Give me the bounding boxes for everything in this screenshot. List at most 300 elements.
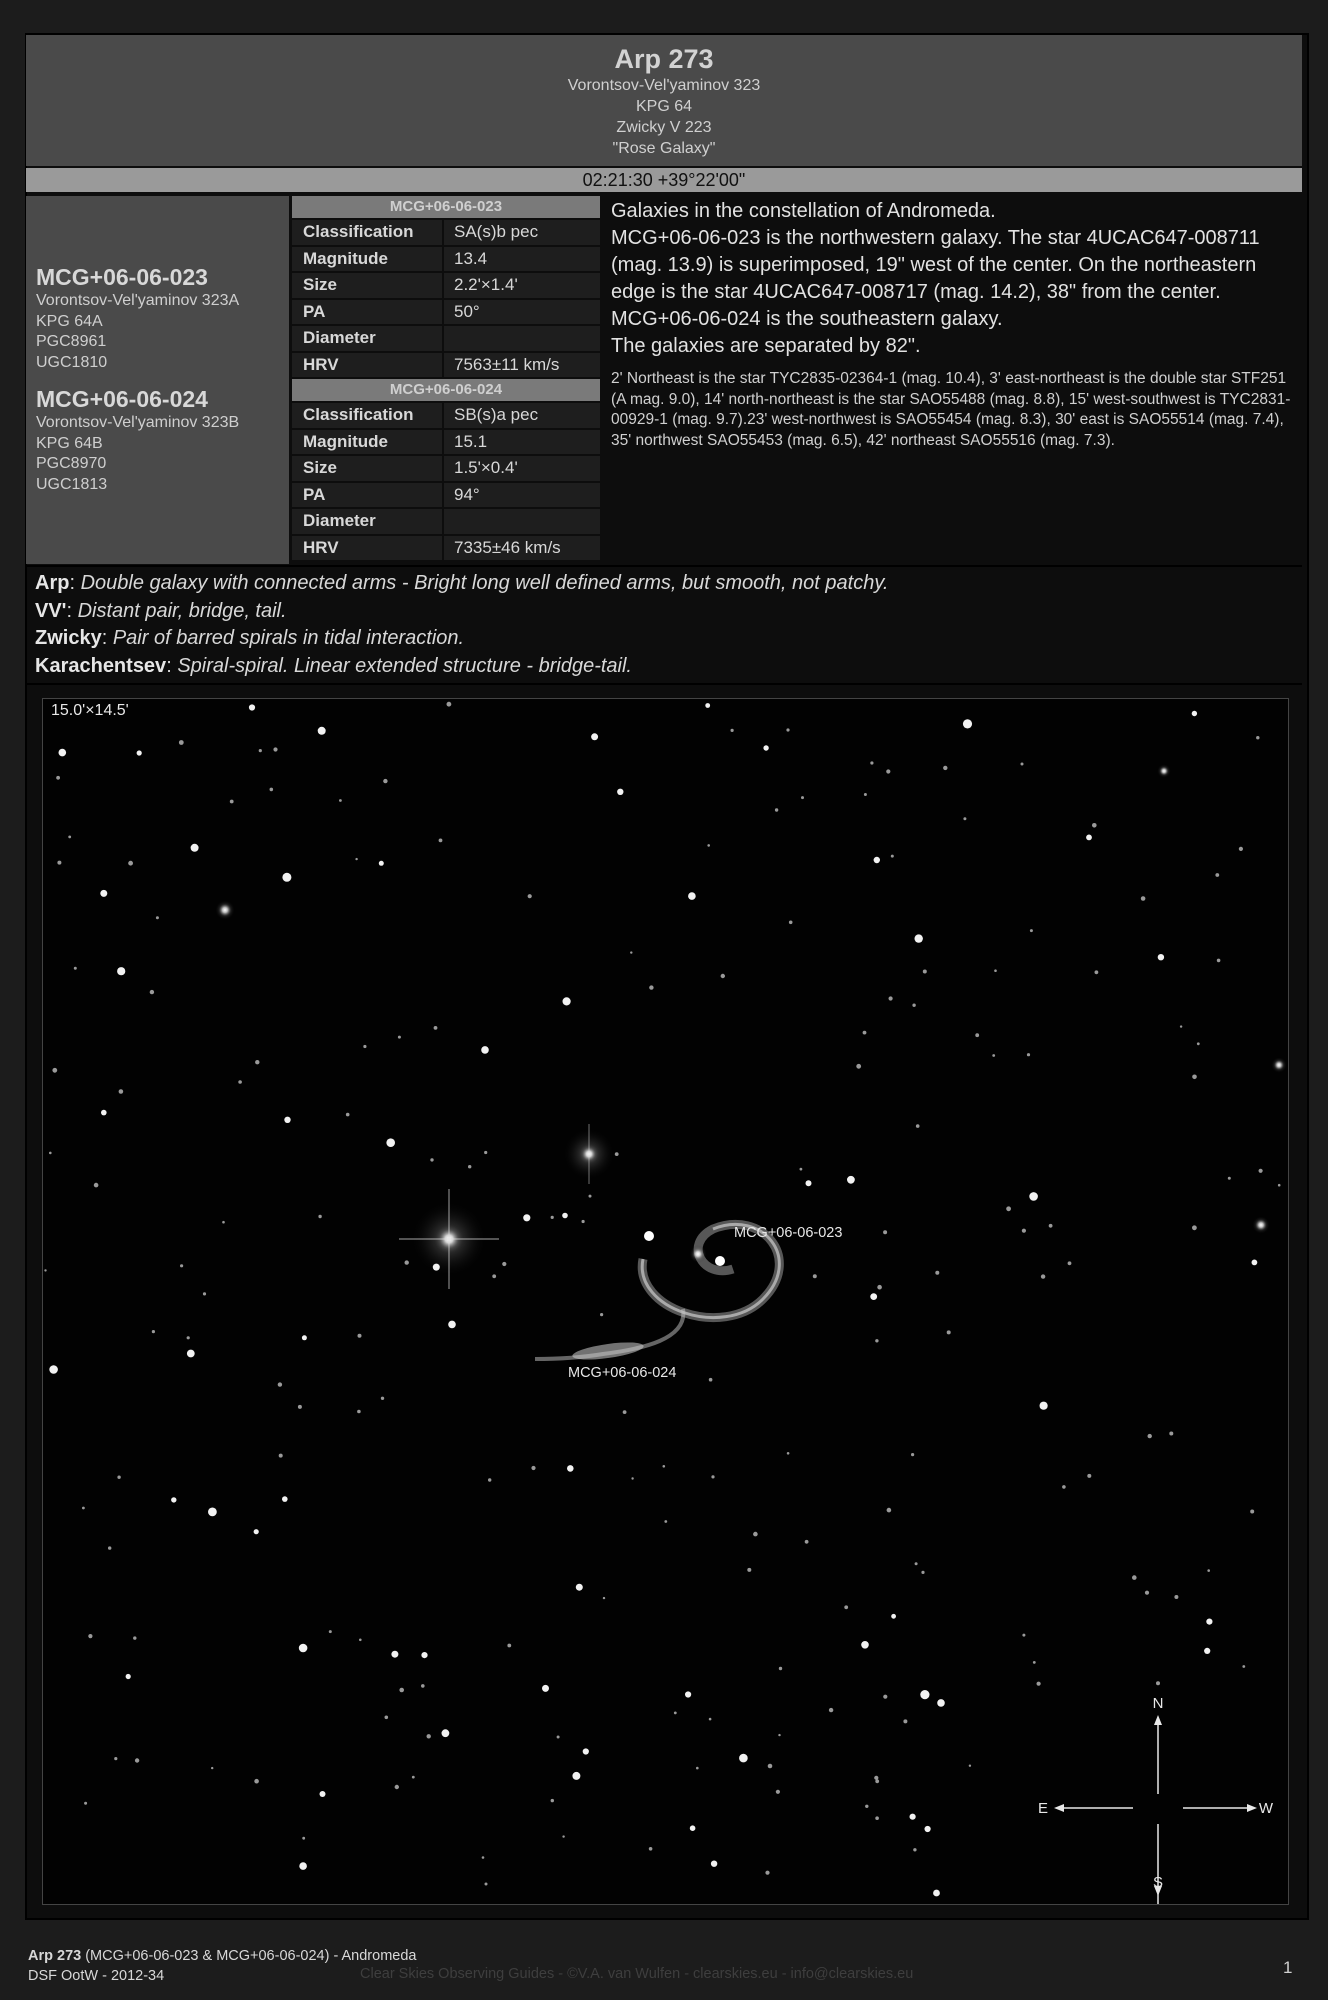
star <box>82 1507 85 1510</box>
star <box>52 1068 57 1073</box>
star <box>920 1690 929 1699</box>
star <box>238 1080 242 1084</box>
bright-stars <box>215 764 1287 1289</box>
star <box>775 808 778 811</box>
bright-star <box>1157 764 1171 778</box>
star <box>886 769 890 773</box>
row-label: Diameter <box>292 509 442 534</box>
galaxy-data-table <box>292 196 600 562</box>
star <box>649 985 653 989</box>
star <box>484 1151 487 1154</box>
star <box>963 719 972 728</box>
star <box>1169 1432 1173 1436</box>
star <box>299 1862 307 1870</box>
row-value: 7335±46 km/s <box>444 536 600 561</box>
star <box>191 844 199 852</box>
star <box>1021 763 1024 766</box>
compass <box>1038 1695 1274 1904</box>
row-label: Magnitude <box>292 430 442 455</box>
star <box>1239 847 1243 851</box>
star <box>603 1597 605 1599</box>
galaxy-alias: KPG 64A <box>36 312 103 330</box>
star <box>709 1718 712 1721</box>
table-row <box>292 300 600 325</box>
star <box>68 836 71 839</box>
note-text: Distant pair, bridge, tail. <box>77 599 287 622</box>
star <box>623 1410 627 1414</box>
row-value: 13.4 <box>444 247 600 272</box>
star <box>1068 1261 1072 1265</box>
row-label: Magnitude <box>292 247 442 272</box>
galaxy-edge-on <box>571 1339 644 1363</box>
page-number: 1 <box>1283 1958 1293 1977</box>
star <box>152 1330 155 1333</box>
star <box>180 1264 183 1267</box>
star <box>887 1508 892 1513</box>
star <box>847 1176 855 1184</box>
star <box>299 1644 308 1653</box>
star <box>363 1045 366 1048</box>
galaxy-label-023: MCG+06-06-023 <box>734 1225 843 1241</box>
star <box>255 1060 259 1064</box>
row-value: SA(s)b pec <box>444 220 600 245</box>
star <box>891 855 894 858</box>
star <box>492 1274 496 1278</box>
galaxy-alias: UGC1810 <box>36 353 108 371</box>
star <box>302 1335 307 1340</box>
star <box>203 1292 206 1295</box>
row-value: 1.5'×0.4' <box>444 456 600 481</box>
star <box>844 1605 848 1609</box>
star <box>1228 1177 1231 1180</box>
star <box>179 740 184 745</box>
star <box>1156 1681 1160 1685</box>
row-label: HRV <box>292 353 442 378</box>
table-row <box>292 430 600 455</box>
star <box>883 1230 887 1234</box>
row-value: 94° <box>444 483 600 508</box>
star <box>133 1636 136 1639</box>
star <box>696 1767 699 1770</box>
star <box>59 749 67 757</box>
star <box>421 1652 427 1658</box>
star <box>1092 823 1097 828</box>
star <box>779 1667 782 1670</box>
star <box>994 969 997 972</box>
star <box>49 1152 52 1155</box>
star <box>875 1339 878 1342</box>
star <box>1006 1206 1011 1211</box>
alias-zwicky: Zwicky V 223 <box>616 119 712 136</box>
star <box>674 1712 677 1715</box>
star <box>1180 1025 1182 1027</box>
star <box>1192 711 1197 716</box>
galaxy-pair <box>535 1224 779 1362</box>
star <box>222 1221 225 1224</box>
star <box>1022 1634 1025 1637</box>
row-label: Size <box>292 273 442 298</box>
note-source: VV' <box>35 599 67 622</box>
star <box>442 1729 450 1737</box>
row-label: PA <box>292 300 442 325</box>
star <box>600 1313 603 1316</box>
sky-image <box>42 698 1289 1905</box>
star <box>861 1641 869 1649</box>
star <box>937 1699 945 1707</box>
footer-title-bold: Arp 273 <box>28 1948 82 1964</box>
table-row <box>292 483 600 508</box>
star <box>254 1529 259 1534</box>
star <box>302 1837 305 1840</box>
star <box>1192 1225 1197 1230</box>
star <box>829 1708 833 1712</box>
alias-nickname: "Rose Galaxy" <box>612 140 716 157</box>
star <box>1206 1619 1212 1625</box>
star <box>278 1382 282 1386</box>
star <box>963 817 966 820</box>
star <box>707 844 710 847</box>
note-source: Arp <box>35 572 70 594</box>
star <box>482 1856 485 1859</box>
star <box>562 1835 564 1837</box>
star <box>911 1453 914 1456</box>
star <box>56 776 60 780</box>
star <box>753 1532 758 1537</box>
superimposed-star <box>715 1256 725 1266</box>
star <box>969 1765 971 1767</box>
row-value <box>444 326 600 351</box>
star <box>1141 896 1146 901</box>
star <box>398 1036 401 1039</box>
note-line: VV': Distant pair, bridge, tail. <box>35 599 287 622</box>
star <box>776 1790 780 1794</box>
star <box>1217 959 1221 963</box>
star <box>705 703 710 708</box>
star <box>481 1046 489 1054</box>
star <box>1033 1661 1036 1664</box>
star <box>1207 1569 1210 1572</box>
star <box>1041 1274 1045 1278</box>
star <box>557 1736 560 1739</box>
table-title: MCG+06-06-023 <box>292 196 600 218</box>
star <box>187 1350 195 1358</box>
galaxy-alias: PGC8961 <box>36 333 107 350</box>
star <box>1192 1075 1197 1080</box>
description <box>611 198 1297 451</box>
star <box>49 1365 58 1374</box>
star <box>1132 1575 1137 1580</box>
star <box>763 745 768 750</box>
galaxy-name-block <box>36 263 239 373</box>
star <box>101 1110 107 1116</box>
compass-east-arrow-icon <box>1054 1804 1064 1812</box>
divider <box>26 683 1302 685</box>
star <box>943 766 947 770</box>
galaxy-alias: UGC1813 <box>36 475 108 493</box>
star <box>572 1772 580 1780</box>
star <box>813 1274 817 1278</box>
star <box>447 702 452 707</box>
note-text: Spiral-spiral. Linear extended structure - bridge-tail. <box>177 654 632 677</box>
row-label: Classification <box>292 220 442 245</box>
footer-title-rest: (MCG+06-06-023 & MCG+06-06-024) - Andromeda <box>81 1948 417 1964</box>
star <box>1204 1648 1210 1654</box>
star <box>806 1180 812 1186</box>
star <box>921 1571 924 1574</box>
note-text: Double galaxy with connected arms - Bright long well defined arms, but smooth, not patchy. <box>80 572 889 594</box>
star <box>117 967 125 975</box>
surroundings-text: 2' Northeast is the star TYC2835-02364-1 (mag. 10.4), 3' east-northeast is the double star STF251 (A mag. 9.0), 14' north-northeast is the star SAO55488 (mag. 8.8), 15' west-southwest is TYC2831-00929-1 (mag. 9.7).23' west-northwest is SAO55454 (mag. 8.3), 30' east is SAO55514 (mag. 7.4), 35' northwest SAO55453 (mag. 6.5), 42' northeast SAO55516 (mag. 7.3). <box>611 370 1291 449</box>
galaxy-alias: Vorontsov-Vel'yaminov 323B <box>36 414 240 431</box>
star <box>249 704 255 710</box>
star <box>875 1816 879 1820</box>
star <box>395 1785 399 1789</box>
star <box>88 1634 92 1638</box>
row-value: 15.1 <box>444 430 600 455</box>
star <box>270 788 274 792</box>
compass-west-arrow-icon <box>1247 1804 1257 1812</box>
star <box>412 1776 415 1779</box>
divider <box>26 565 1302 567</box>
star <box>690 1825 696 1831</box>
table-row <box>292 326 600 351</box>
star <box>381 1397 384 1400</box>
star <box>865 1805 868 1808</box>
star <box>711 1475 714 1478</box>
star <box>430 1158 433 1161</box>
star <box>615 1152 619 1156</box>
star <box>187 1336 190 1339</box>
star <box>1174 1595 1178 1599</box>
star <box>875 1779 879 1783</box>
galaxy-label-024: MCG+06-06-024 <box>568 1365 677 1381</box>
star <box>74 967 77 970</box>
star <box>891 1614 896 1619</box>
star <box>485 1883 488 1886</box>
star <box>870 1293 877 1300</box>
star <box>359 1639 362 1642</box>
row-value: 2.2'×1.4' <box>444 273 600 298</box>
star <box>1148 1434 1152 1438</box>
star <box>870 761 873 764</box>
star <box>298 1405 302 1409</box>
star <box>1145 1591 1149 1595</box>
star <box>357 1410 361 1414</box>
star <box>591 733 598 740</box>
row-label: PA <box>292 483 442 508</box>
star <box>551 1216 554 1219</box>
star <box>386 1138 395 1147</box>
star <box>126 1674 131 1679</box>
catalog-notes <box>35 570 1295 680</box>
star <box>1029 1192 1038 1201</box>
star <box>128 861 133 866</box>
star <box>801 796 804 799</box>
table-row <box>292 509 600 534</box>
note-text: Pair of barred spirals in tidal interaction. <box>112 627 465 649</box>
star <box>254 1779 259 1784</box>
star <box>1086 835 1092 841</box>
galaxy-alias: PGC8970 <box>36 455 107 472</box>
note-line: Zwicky: Pair of barred spirals in tidal interaction. <box>35 627 465 649</box>
star <box>468 1165 471 1168</box>
star <box>433 1264 440 1271</box>
star <box>711 1861 717 1867</box>
star <box>439 839 443 843</box>
star <box>567 1465 574 1472</box>
star <box>84 1802 87 1805</box>
star <box>889 996 893 1000</box>
table-row <box>292 273 600 298</box>
compass-north-arrow-icon <box>1154 1715 1162 1725</box>
star <box>57 861 61 865</box>
star <box>800 1168 803 1171</box>
star <box>108 1546 111 1549</box>
star <box>877 1285 882 1290</box>
star <box>563 997 571 1005</box>
star <box>488 1478 491 1481</box>
star <box>119 1089 124 1094</box>
star <box>576 1584 583 1591</box>
table-title: MCG+06-06-024 <box>292 379 600 401</box>
star <box>910 1814 916 1820</box>
star <box>1062 1485 1066 1489</box>
compass-e-label: E <box>1037 1800 1049 1817</box>
star <box>685 1691 691 1697</box>
star <box>582 1220 585 1223</box>
star <box>448 1321 456 1329</box>
table-row <box>292 403 600 428</box>
galaxy-alias: Vorontsov-Vel'yaminov 323A <box>36 292 240 309</box>
star <box>502 1262 506 1266</box>
star <box>346 1113 350 1117</box>
bright-star <box>1271 1057 1287 1073</box>
star <box>230 800 234 804</box>
star <box>259 749 262 752</box>
note-line: Karachentsev: Spiral-spiral. Linear extended structure - bridge-tail. <box>35 654 632 677</box>
star <box>1250 1510 1254 1514</box>
star <box>150 990 154 994</box>
star <box>975 1033 979 1037</box>
star <box>747 1568 751 1572</box>
field-of-view: 15.0'×14.5' <box>51 702 129 719</box>
star <box>156 916 159 919</box>
star <box>355 858 357 860</box>
note-source: Karachentsev <box>35 654 167 677</box>
star <box>329 1630 332 1633</box>
star <box>1095 970 1099 974</box>
star <box>874 1776 878 1780</box>
star <box>912 1004 915 1007</box>
star <box>399 1688 404 1693</box>
star <box>992 1054 995 1057</box>
star <box>282 1496 288 1502</box>
row-label: HRV <box>292 536 442 561</box>
star <box>279 1454 283 1458</box>
star <box>531 1466 535 1470</box>
star <box>1027 1053 1030 1056</box>
alias-kpg: KPG 64 <box>635 98 693 115</box>
row-label: Diameter <box>292 326 442 351</box>
star <box>542 1685 549 1692</box>
star <box>44 1269 46 1271</box>
star <box>768 1764 773 1769</box>
object-header <box>26 35 1302 166</box>
alias-vv: Vorontsov-Vel'yaminov 323 <box>567 77 761 94</box>
star <box>318 1215 321 1218</box>
star <box>786 728 789 731</box>
star <box>913 1848 916 1851</box>
star <box>391 1651 398 1658</box>
description-line: MCG+06-06-024 is the southeastern galaxy. <box>611 308 1003 330</box>
table-row <box>292 247 600 272</box>
star <box>664 1520 667 1523</box>
star <box>385 1716 389 1720</box>
star <box>915 1562 918 1565</box>
star <box>709 1378 713 1382</box>
row-label: Classification <box>292 403 442 428</box>
star <box>523 1214 530 1221</box>
star <box>864 793 867 796</box>
footer-series: DSF OotW - 2012-34 <box>28 1968 165 1984</box>
galaxy-names-panel <box>26 196 289 564</box>
star <box>1197 1042 1200 1045</box>
row-value: 7563±11 km/s <box>444 353 600 378</box>
star <box>883 1695 887 1699</box>
star <box>421 1684 425 1688</box>
star <box>856 1064 861 1069</box>
star <box>925 1826 931 1832</box>
star <box>688 892 696 900</box>
star <box>318 727 326 735</box>
star <box>721 974 725 978</box>
star <box>649 1847 653 1851</box>
row-value: 50° <box>444 300 600 325</box>
star <box>1256 736 1259 739</box>
star-field <box>43 699 1288 1904</box>
star <box>137 750 142 755</box>
description-line: Galaxies in the constellation of Andromeda. <box>611 200 996 222</box>
star <box>583 1748 589 1754</box>
star <box>284 1117 290 1123</box>
star <box>358 1334 362 1338</box>
star <box>787 1452 790 1455</box>
star <box>1242 1665 1245 1668</box>
table-row <box>292 536 600 561</box>
star <box>1215 873 1219 877</box>
star <box>114 1757 117 1760</box>
star <box>405 1260 409 1264</box>
star <box>1252 1260 1258 1266</box>
star <box>1037 1682 1041 1686</box>
bright-star <box>215 900 235 920</box>
star <box>1022 1229 1026 1233</box>
star <box>1087 1474 1091 1478</box>
description-line: MCG+06-06-023 is the northwestern galaxy. The star 4UCAC647-008711 (mag. 13.9) is superimposed, 19" west of the center. On the northeastern edge is the star 4UCAC647-008717 (mag. 14.2), 38" from the center. <box>611 227 1260 303</box>
star <box>731 729 734 732</box>
compass-s-label: S <box>1152 1874 1164 1891</box>
table-row <box>292 456 600 481</box>
star <box>935 1271 939 1275</box>
star <box>383 779 387 783</box>
star <box>663 1465 666 1468</box>
star <box>933 1890 940 1897</box>
note-line: Arp: Double galaxy with connected arms - Bright long well defined arms, but smooth, not patchy. <box>35 572 889 594</box>
table-row <box>292 220 600 245</box>
star <box>805 1540 809 1544</box>
superimposed-star <box>644 1231 654 1241</box>
galaxy-core <box>689 1245 707 1263</box>
